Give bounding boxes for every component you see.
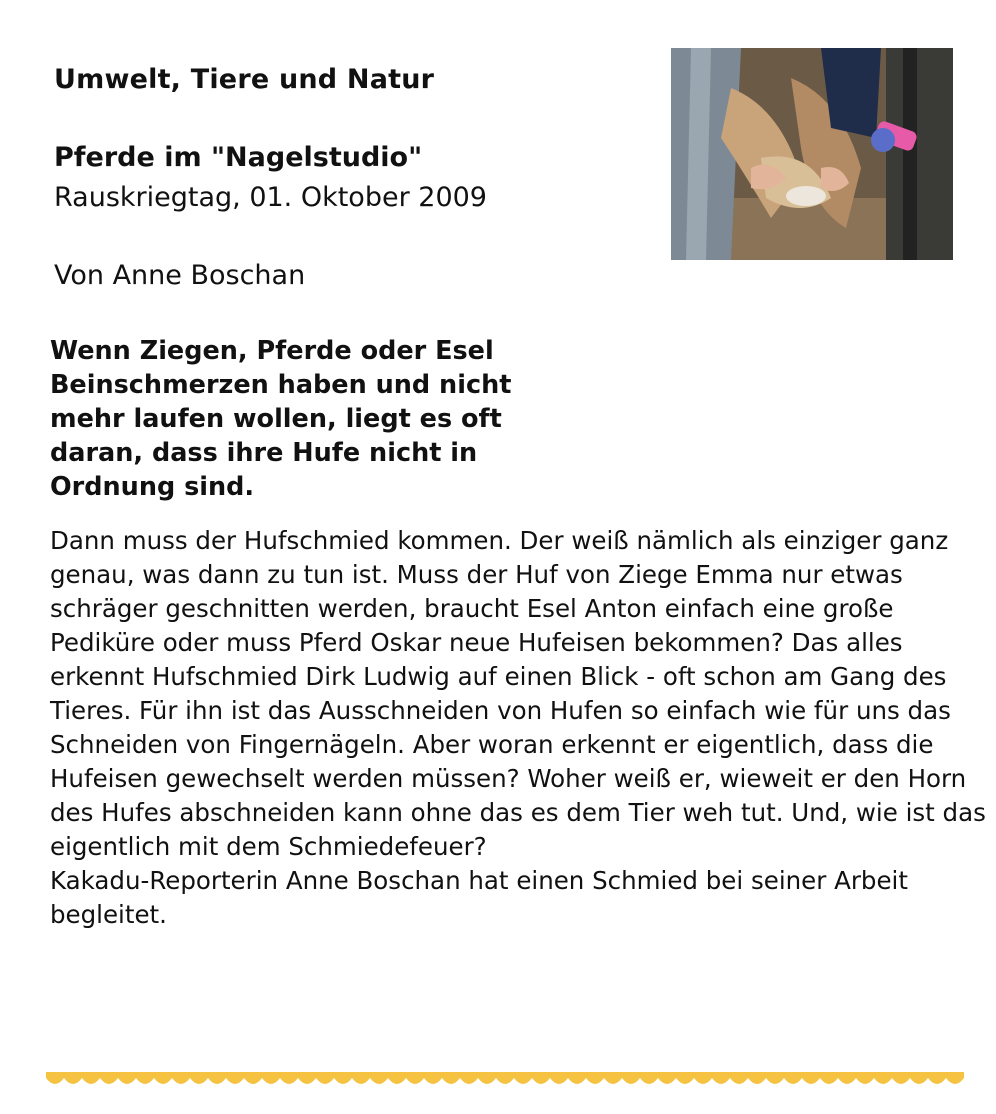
- article-date: Rauskriegtag, 01. Oktober 2009: [54, 182, 487, 213]
- article-lead: Wenn Ziegen, Pferde oder Esel Beinschmerzen haben und nicht mehr laufen wollen, liegt es oft daran, dass ihre Hufe nicht in Ordnung sind.: [50, 336, 512, 502]
- article-title: Pferde im "Nagelstudio": [54, 142, 423, 173]
- section-title: Umwelt, Tiere und Natur: [54, 64, 435, 95]
- body-paragraph: Dann muss der Hufschmied kommen. Der weiß nämlich als einziger ganz genau, was dann zu tun ist. Muss der Huf von Ziege Emma nur etwas schräger geschnitten werden, braucht Esel Anton einfach eine große Pediküre oder muss Pferd Oskar neue Hufeisen bekommen? Das alles erkennt Hufschmied Dirk Ludwig auf einen Blick - oft schon am Gang des Tieres. Für ihn ist das Ausschneiden von Hufen so einfach wie für uns das Schneiden von Fingernägeln. Aber woran erkennt er eigentlich, dass die Hufeisen gewechselt werden müssen? Woher weiß er, wieweit er den Horn des Hufes abschneiden kann ohne das es dem Tier weh tut. Und, wie ist das eigentlich mit dem Schmiedefeuer?: [50, 526, 986, 861]
- article-author: Von Anne Boschan: [54, 260, 306, 291]
- closing-paragraph: Kakadu-Reporterin Anne Boschan hat einen Schmied bei seiner Arbeit begleitet.: [50, 866, 908, 929]
- article-photo: [671, 48, 953, 260]
- decorative-scalloped-border: [46, 1072, 964, 1088]
- article-body: [50, 524, 990, 932]
